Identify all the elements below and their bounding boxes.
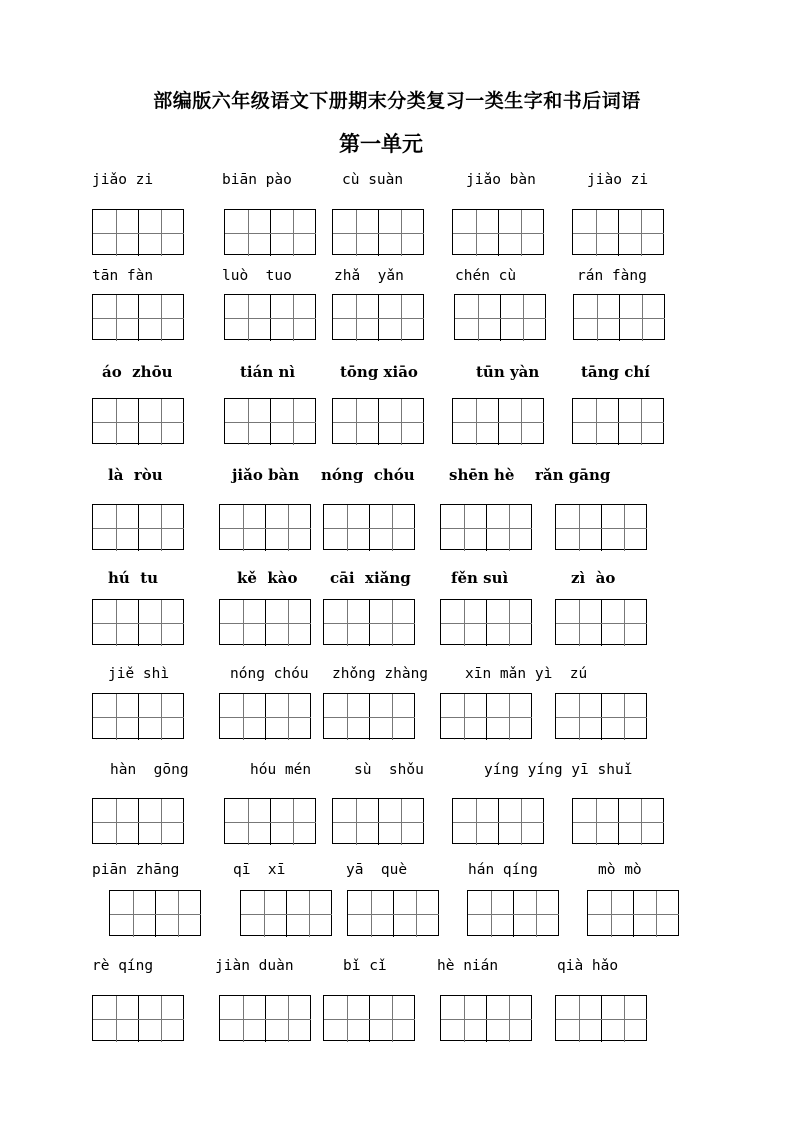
writing-grid[interactable] xyxy=(454,294,546,340)
tian-zi-cell[interactable] xyxy=(369,996,415,1042)
writing-grid[interactable] xyxy=(92,798,184,844)
pinyin-label: rán fàng xyxy=(577,268,647,284)
tian-zi-cell[interactable] xyxy=(619,295,665,341)
pinyin-label: chén cù xyxy=(455,268,517,284)
pinyin-label: jiě shì xyxy=(108,666,170,682)
tian-zi-cell[interactable] xyxy=(333,295,379,341)
tian-zi-cell[interactable] xyxy=(498,399,544,445)
pinyin-label: yā què xyxy=(346,862,408,878)
tian-zi-cell[interactable] xyxy=(556,694,602,740)
pinyin-label: áo zhōu xyxy=(102,363,173,381)
tian-zi-cell[interactable] xyxy=(225,210,271,256)
writing-grid[interactable] xyxy=(92,599,184,645)
tian-zi-cell[interactable] xyxy=(220,505,266,551)
tian-zi-cell[interactable] xyxy=(393,891,439,937)
tian-zi-cell[interactable] xyxy=(486,505,532,551)
tian-zi-cell[interactable] xyxy=(369,694,415,740)
tian-zi-cell[interactable] xyxy=(378,295,424,341)
tian-zi-cell[interactable] xyxy=(618,210,664,256)
tian-zi-cell[interactable] xyxy=(369,600,415,646)
pinyin-label: hú tu xyxy=(108,569,159,587)
tian-zi-cell[interactable] xyxy=(270,799,316,845)
tian-zi-cell[interactable] xyxy=(155,891,201,937)
tian-zi-cell[interactable] xyxy=(348,891,394,937)
tian-zi-cell[interactable] xyxy=(265,505,311,551)
writing-grid[interactable] xyxy=(323,504,415,550)
tian-zi-cell[interactable] xyxy=(93,799,139,845)
pinyin-label: jiào zi xyxy=(587,172,649,188)
writing-grid[interactable] xyxy=(92,504,184,550)
tian-zi-cell[interactable] xyxy=(138,505,184,551)
tian-zi-cell[interactable] xyxy=(333,399,379,445)
tian-zi-cell[interactable] xyxy=(378,210,424,256)
tian-zi-cell[interactable] xyxy=(441,996,487,1042)
tian-zi-cell[interactable] xyxy=(93,210,139,256)
pinyin-label: mò mò xyxy=(598,862,642,878)
tian-zi-cell[interactable] xyxy=(556,996,602,1042)
writing-grid[interactable] xyxy=(224,294,316,340)
pinyin-label: hán qíng xyxy=(468,862,538,878)
tian-zi-cell[interactable] xyxy=(110,891,156,937)
writing-grid[interactable] xyxy=(92,209,184,255)
writing-grid[interactable] xyxy=(347,890,439,936)
pinyin-label: hè nián xyxy=(437,958,499,974)
page-title: 部编版六年级语文下册期末分类复习一类生字和书后词语 xyxy=(153,90,641,112)
tian-zi-cell[interactable] xyxy=(588,891,634,937)
writing-grid[interactable] xyxy=(219,599,311,645)
pinyin-label: là ròu xyxy=(108,466,163,484)
tian-zi-cell[interactable] xyxy=(455,295,501,341)
tian-zi-cell[interactable] xyxy=(270,210,316,256)
tian-zi-cell[interactable] xyxy=(265,694,311,740)
pinyin-label: shēn hè xyxy=(449,466,515,484)
writing-grid[interactable] xyxy=(555,693,647,739)
writing-grid[interactable] xyxy=(452,398,544,444)
writing-grid[interactable] xyxy=(440,995,532,1041)
writing-grid[interactable] xyxy=(452,798,544,844)
unit-heading: 第一单元 xyxy=(339,131,423,156)
tian-zi-cell[interactable] xyxy=(324,600,370,646)
writing-grid[interactable] xyxy=(587,890,679,936)
pinyin-label: hóu mén xyxy=(250,762,312,778)
tian-zi-cell[interactable] xyxy=(93,505,139,551)
tian-zi-cell[interactable] xyxy=(270,295,316,341)
pinyin-label: rǎn gāng xyxy=(535,466,611,484)
tian-zi-cell[interactable] xyxy=(369,505,415,551)
pinyin-label: nóng chóu xyxy=(230,666,309,682)
tian-zi-cell[interactable] xyxy=(468,891,514,937)
pinyin-label: zhǒng zhàng xyxy=(332,666,429,682)
pinyin-label: cù suàn xyxy=(342,172,404,188)
tian-zi-cell[interactable] xyxy=(601,694,647,740)
tian-zi-cell[interactable] xyxy=(378,399,424,445)
pinyin-label: fěn suì xyxy=(451,569,509,587)
tian-zi-cell[interactable] xyxy=(633,891,679,937)
tian-zi-cell[interactable] xyxy=(225,799,271,845)
tian-zi-cell[interactable] xyxy=(486,694,532,740)
pinyin-label: piān zhāng xyxy=(92,862,180,878)
pinyin-label: tián nì xyxy=(240,363,296,381)
writing-grid[interactable] xyxy=(572,209,664,255)
tian-zi-cell[interactable] xyxy=(601,996,647,1042)
writing-grid[interactable] xyxy=(92,995,184,1041)
writing-grid[interactable] xyxy=(92,398,184,444)
tian-zi-cell[interactable] xyxy=(333,799,379,845)
pinyin-label: xīn mǎn yì zú xyxy=(465,666,588,682)
pinyin-label: zhǎ yǎn xyxy=(334,268,404,284)
writing-grid[interactable] xyxy=(92,693,184,739)
tian-zi-cell[interactable] xyxy=(265,996,311,1042)
pinyin-label: tān fàn xyxy=(92,268,154,284)
pinyin-label: rè qíng xyxy=(92,958,154,974)
tian-zi-cell[interactable] xyxy=(93,996,139,1042)
pinyin-label: cāi xiǎng xyxy=(330,569,411,587)
tian-zi-cell[interactable] xyxy=(324,996,370,1042)
writing-grid[interactable] xyxy=(323,995,415,1041)
tian-zi-cell[interactable] xyxy=(486,600,532,646)
writing-grid[interactable] xyxy=(467,890,559,936)
writing-grid[interactable] xyxy=(572,398,664,444)
tian-zi-cell[interactable] xyxy=(93,600,139,646)
writing-grid[interactable] xyxy=(332,798,424,844)
tian-zi-cell[interactable] xyxy=(498,210,544,256)
tian-zi-cell[interactable] xyxy=(93,399,139,445)
tian-zi-cell[interactable] xyxy=(220,996,266,1042)
tian-zi-cell[interactable] xyxy=(220,600,266,646)
writing-grid[interactable] xyxy=(555,599,647,645)
writing-grid[interactable] xyxy=(109,890,201,936)
tian-zi-cell[interactable] xyxy=(138,799,184,845)
tian-zi-cell[interactable] xyxy=(453,399,499,445)
tian-zi-cell[interactable] xyxy=(138,694,184,740)
tian-zi-cell[interactable] xyxy=(324,505,370,551)
tian-zi-cell[interactable] xyxy=(498,799,544,845)
tian-zi-cell[interactable] xyxy=(333,210,379,256)
pinyin-label: yíng yíng yī shuǐ xyxy=(484,762,633,778)
pinyin-label: nóng chóu xyxy=(321,466,415,484)
tian-zi-cell[interactable] xyxy=(453,799,499,845)
tian-zi-cell[interactable] xyxy=(138,295,184,341)
writing-grid[interactable] xyxy=(440,599,532,645)
tian-zi-cell[interactable] xyxy=(453,210,499,256)
writing-grid[interactable] xyxy=(555,504,647,550)
pinyin-label: jiǎo bàn xyxy=(232,466,300,484)
pinyin-label: qī xī xyxy=(233,862,286,878)
writing-grid[interactable] xyxy=(224,398,316,444)
tian-zi-cell[interactable] xyxy=(378,799,424,845)
writing-grid[interactable] xyxy=(224,209,316,255)
pinyin-label: kě kào xyxy=(237,569,298,587)
tian-zi-cell[interactable] xyxy=(500,295,546,341)
tian-zi-cell[interactable] xyxy=(270,399,316,445)
writing-grid[interactable] xyxy=(224,798,316,844)
writing-grid[interactable] xyxy=(219,504,311,550)
tian-zi-cell[interactable] xyxy=(324,694,370,740)
writing-grid[interactable] xyxy=(332,209,424,255)
pinyin-label: luò tuo xyxy=(222,268,292,284)
pinyin-label: tūn yàn xyxy=(476,363,540,381)
tian-zi-cell[interactable] xyxy=(573,399,619,445)
tian-zi-cell[interactable] xyxy=(556,505,602,551)
tian-zi-cell[interactable] xyxy=(225,399,271,445)
tian-zi-cell[interactable] xyxy=(441,505,487,551)
pinyin-label: tāng chí xyxy=(581,363,651,381)
writing-grid[interactable] xyxy=(323,693,415,739)
tian-zi-cell[interactable] xyxy=(513,891,559,937)
tian-zi-cell[interactable] xyxy=(601,600,647,646)
tian-zi-cell[interactable] xyxy=(225,295,271,341)
tian-zi-cell[interactable] xyxy=(618,799,664,845)
tian-zi-cell[interactable] xyxy=(573,210,619,256)
writing-grid[interactable] xyxy=(555,995,647,1041)
pinyin-label: jiǎo zi xyxy=(92,172,154,188)
pinyin-label: jiàn duàn xyxy=(215,958,294,974)
writing-grid[interactable] xyxy=(452,209,544,255)
tian-zi-cell[interactable] xyxy=(441,600,487,646)
pinyin-label: hàn gōng xyxy=(110,762,189,778)
tian-zi-cell[interactable] xyxy=(93,295,139,341)
tian-zi-cell[interactable] xyxy=(574,295,620,341)
writing-grid[interactable] xyxy=(440,693,532,739)
writing-grid[interactable] xyxy=(332,294,424,340)
tian-zi-cell[interactable] xyxy=(265,600,311,646)
tian-zi-cell[interactable] xyxy=(601,505,647,551)
tian-zi-cell[interactable] xyxy=(241,891,287,937)
pinyin-label: jiǎo bàn xyxy=(466,172,536,188)
writing-grid[interactable] xyxy=(219,693,311,739)
writing-grid[interactable] xyxy=(572,798,664,844)
writing-grid[interactable] xyxy=(440,504,532,550)
writing-grid[interactable] xyxy=(219,995,311,1041)
writing-grid[interactable] xyxy=(323,599,415,645)
pinyin-label: tōng xiāo xyxy=(340,363,418,381)
writing-grid[interactable] xyxy=(573,294,665,340)
tian-zi-cell[interactable] xyxy=(138,600,184,646)
tian-zi-cell[interactable] xyxy=(138,399,184,445)
pinyin-label: sù shǒu xyxy=(354,762,424,778)
pinyin-label: qià hǎo xyxy=(557,958,619,974)
tian-zi-cell[interactable] xyxy=(93,694,139,740)
writing-grid[interactable] xyxy=(92,294,184,340)
tian-zi-cell[interactable] xyxy=(573,799,619,845)
tian-zi-cell[interactable] xyxy=(138,996,184,1042)
tian-zi-cell[interactable] xyxy=(486,996,532,1042)
tian-zi-cell[interactable] xyxy=(138,210,184,256)
tian-zi-cell[interactable] xyxy=(618,399,664,445)
tian-zi-cell[interactable] xyxy=(286,891,332,937)
pinyin-label: bǐ cǐ xyxy=(343,958,387,974)
pinyin-label: biān pào xyxy=(222,172,292,188)
tian-zi-cell[interactable] xyxy=(441,694,487,740)
writing-grid[interactable] xyxy=(332,398,424,444)
tian-zi-cell[interactable] xyxy=(556,600,602,646)
pinyin-label: zì ào xyxy=(571,569,616,587)
writing-grid[interactable] xyxy=(240,890,332,936)
tian-zi-cell[interactable] xyxy=(220,694,266,740)
